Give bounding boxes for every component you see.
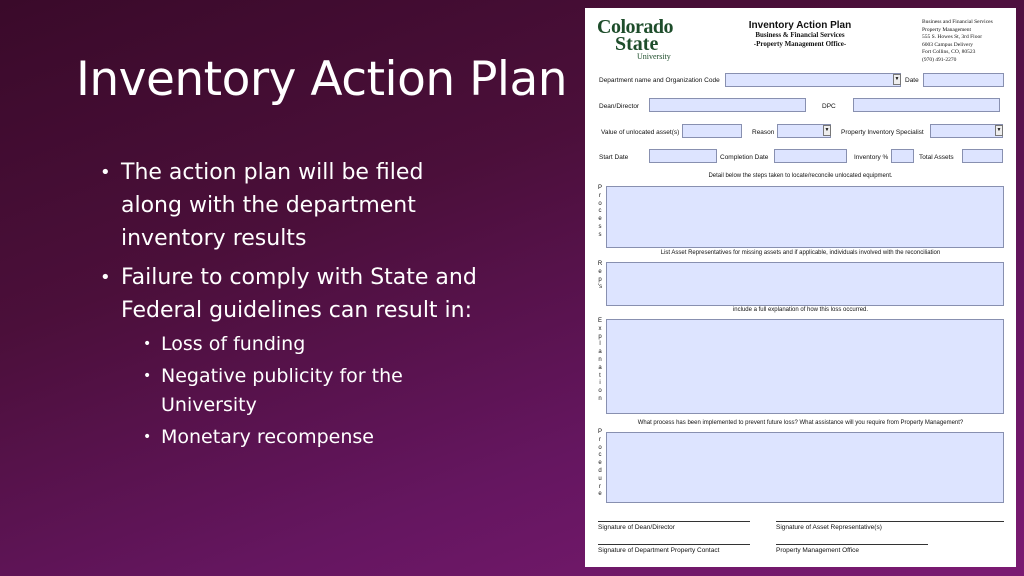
side-letter: c — [598, 452, 602, 459]
side-letter: e — [598, 460, 602, 467]
inventory-pct-field[interactable] — [891, 149, 914, 163]
dean-label: Dean/Director — [599, 103, 640, 110]
sub-bullet-item: • Monetary recompense — [139, 423, 480, 452]
address-line: (970) 491-2270 — [922, 56, 957, 63]
side-letter: o — [598, 444, 602, 451]
inventory-form-image — [585, 8, 1016, 567]
process-side-label — [597, 185, 603, 240]
form-address — [922, 19, 993, 64]
bullet-text: Failure to comply with State and Federal guidelines can result in: — [121, 265, 477, 323]
side-letter: o — [598, 200, 602, 207]
bullet-list — [100, 156, 480, 458]
side-letter: R — [597, 261, 603, 267]
side-letter: o — [598, 388, 602, 395]
side-letter: r — [599, 436, 601, 443]
side-letter: r — [599, 483, 601, 490]
date-field[interactable] — [923, 73, 1004, 87]
side-letter: p — [598, 276, 602, 283]
total-assets-field[interactable] — [962, 149, 1003, 163]
detail-caption: Detail below the steps taken to locate/reconcile unlocated equipment. — [708, 173, 893, 179]
completion-label: Completion Date — [720, 154, 769, 161]
specialist-select[interactable] — [930, 124, 1003, 138]
address-line: Fort Collins, CO, 80523 — [922, 49, 976, 55]
side-letter: n — [598, 356, 602, 363]
slide-title: Inventory Action Plan — [76, 52, 568, 107]
form-subtitle: Business & Financial Services — [755, 31, 845, 39]
sig-asset-rep: Signature of Asset Representative(s) — [776, 521, 1004, 531]
dpc-field[interactable] — [853, 98, 1000, 112]
form-title: Inventory Action Plan — [748, 20, 852, 31]
reps-side-label — [597, 261, 603, 292]
dpc-label: DPC — [822, 103, 836, 110]
address-line: 6003 Campus Delivery — [922, 41, 974, 48]
side-letter: r — [599, 192, 601, 199]
side-letter: i — [599, 380, 601, 387]
side-letter: e — [598, 491, 602, 498]
side-letter: s — [598, 231, 602, 238]
dept-label: Department name and Organization Code — [599, 77, 720, 84]
chevron-down-icon[interactable]: ▼ — [995, 125, 1003, 136]
completion-date-field[interactable] — [774, 149, 847, 163]
logo-line1: Colorado — [597, 16, 673, 38]
start-label: Start Date — [599, 154, 629, 161]
side-letter: e — [598, 268, 602, 275]
logo-line2: State — [615, 33, 659, 55]
side-letter: P — [597, 429, 602, 435]
side-letter: u — [598, 475, 602, 482]
logo-line3: University — [637, 52, 671, 61]
side-letter: p — [598, 333, 602, 340]
sig-dean: Signature of Dean/Director — [598, 521, 750, 531]
form-subtitle: -Property Management Office- — [753, 40, 847, 48]
start-date-field[interactable] — [649, 149, 717, 163]
procedure-side-label — [597, 429, 603, 499]
form-header — [735, 20, 865, 49]
sig-dept-contact: Signature of Department Property Contact — [598, 544, 750, 554]
procedure-caption: What process has been implemented to prevent future loss? What assistance will you require from Property Management? — [637, 420, 964, 426]
explanation-side-label — [597, 318, 603, 404]
value-field[interactable] — [682, 124, 742, 138]
total-assets-label: Total Assets — [919, 154, 954, 161]
dean-field[interactable] — [649, 98, 806, 112]
side-letter: 's — [597, 284, 603, 291]
reps-textarea[interactable] — [606, 262, 1004, 306]
side-letter: l — [599, 341, 601, 348]
side-letter: s — [598, 223, 602, 230]
side-letter: a — [598, 349, 602, 356]
address-line: Business and Financial Services — [922, 19, 993, 25]
explain-caption: include a full explanation of how this loss occurred. — [732, 307, 869, 313]
reason-label: Reason — [752, 129, 775, 136]
side-letter: c — [598, 208, 602, 215]
sig-pm-office: Property Management Office — [776, 544, 928, 554]
bullet-item: • The action plan will be filed along with the department inventory results — [100, 156, 480, 255]
csu-logo — [597, 18, 673, 61]
side-letter: n — [598, 395, 602, 402]
dept-select[interactable] — [725, 73, 901, 87]
procedure-textarea[interactable] — [606, 432, 1004, 503]
inventory-pct-label: Inventory % — [854, 154, 889, 161]
side-letter: a — [598, 364, 602, 371]
value-label: Value of unlocated asset(s) — [601, 129, 680, 136]
process-textarea[interactable] — [606, 186, 1004, 248]
side-letter: t — [599, 372, 601, 379]
chevron-down-icon[interactable]: ▼ — [893, 74, 901, 85]
sub-bullet-item: • Negative publicity for the University — [139, 362, 480, 420]
chevron-down-icon[interactable]: ▼ — [823, 125, 831, 136]
side-letter: e — [598, 216, 602, 223]
side-letter: d — [598, 467, 602, 474]
side-letter: x — [598, 325, 602, 332]
address-line: Property Management — [922, 26, 972, 33]
side-letter: P — [597, 185, 602, 191]
bullet-item — [100, 261, 480, 452]
date-label: Date — [905, 77, 919, 84]
side-letter: E — [597, 318, 602, 324]
sub-bullet-item: • Loss of funding — [139, 330, 480, 359]
address-line: 555 S. Howes St, 3rd Floor — [922, 34, 983, 40]
sub-bullet-list — [139, 330, 480, 452]
specialist-label: Property Inventory Specialist — [841, 129, 924, 136]
explanation-textarea[interactable] — [606, 319, 1004, 414]
reps-caption: List Asset Representatives for missing assets and if applicable, individuals involved with the reconciliation — [660, 250, 941, 256]
